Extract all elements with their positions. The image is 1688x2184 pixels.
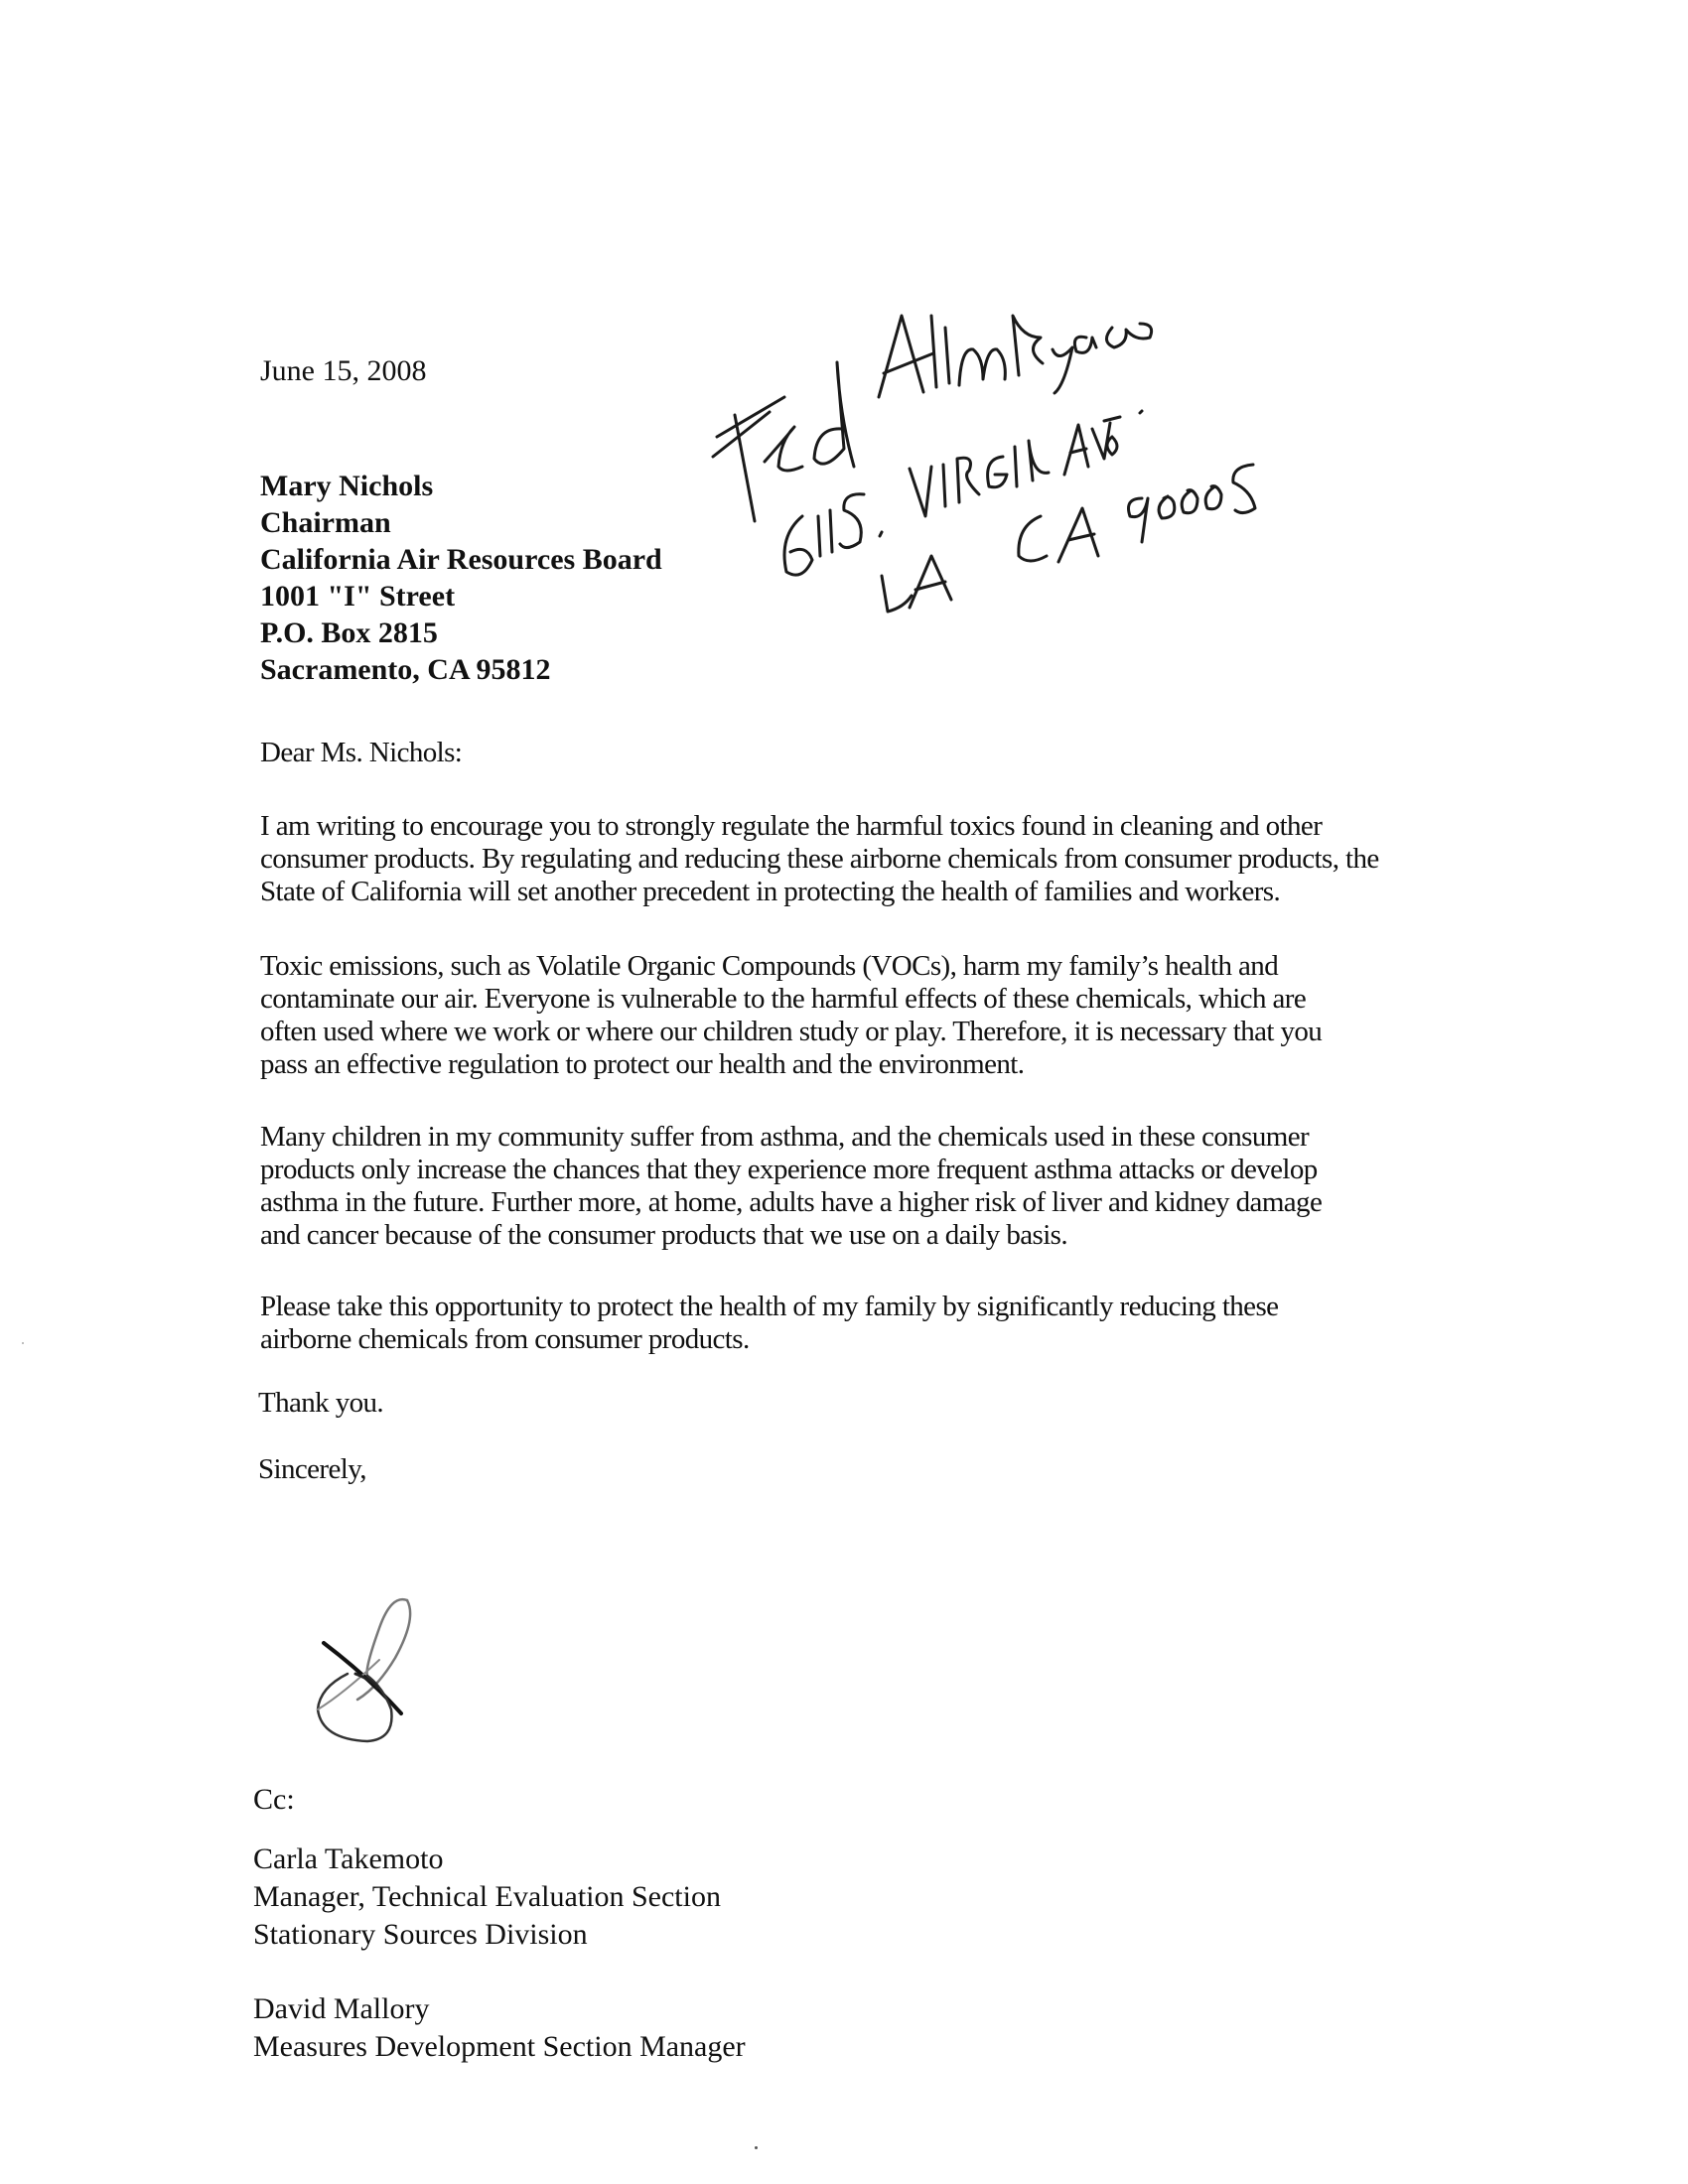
handwritten-sender-note xyxy=(0,0,1688,695)
thanks-line: Thank you. xyxy=(258,1387,384,1419)
paragraph-line: often used where we work or where our children study or play. Therefore, it is necessary that you xyxy=(260,1016,1323,1047)
paragraph-line: and cancer because of the consumer products that we use on a daily basis. xyxy=(260,1219,1068,1251)
cc-title: Manager, Technical Evaluation Section xyxy=(253,1880,721,1913)
recipient-name: Mary Nichols xyxy=(260,470,434,502)
paragraph-line: asthma in the future. Further more, at home, adults have a higher risk of liver and kidney damage xyxy=(260,1186,1323,1218)
cc-division: Stationary Sources Division xyxy=(253,1918,588,1951)
cc-name: David Mallory xyxy=(253,1992,430,2025)
paragraph-line: Toxic emissions, such as Volatile Organic Compounds (VOCs), harm my family’s health and xyxy=(260,950,1279,982)
paragraph-line: products only increase the chances that they experience more frequent asthma attacks or develop xyxy=(260,1154,1318,1185)
paragraph-line: State of California will set another precedent in protecting the health of families and workers. xyxy=(260,876,1281,907)
closing-line: Sincerely, xyxy=(258,1453,366,1485)
recipient-street: 1001 "I" Street xyxy=(260,580,456,613)
scan-speck xyxy=(22,1342,24,1344)
cc-name: Carla Takemoto xyxy=(253,1843,444,1875)
recipient-city: Sacramento, CA 95812 xyxy=(260,653,551,686)
letter-date: June 15, 2008 xyxy=(260,354,427,387)
paragraph-line: Please take this opportunity to protect the health of my family by significantly reducing these xyxy=(260,1291,1279,1322)
recipient-po-box: P.O. Box 2815 xyxy=(260,616,438,649)
recipient-title: Chairman xyxy=(260,506,391,539)
paragraph-line: consumer products. By regulating and reducing these airborne chemicals from consumer products, the xyxy=(260,843,1379,875)
paragraph-line: pass an effective regulation to protect our health and the environment. xyxy=(260,1048,1025,1080)
scan-speck xyxy=(755,2146,758,2149)
salutation: Dear Ms. Nichols: xyxy=(260,737,463,768)
recipient-organization: California Air Resources Board xyxy=(260,543,662,576)
cc-label: Cc: xyxy=(253,1783,295,1816)
paragraph-line: Many children in my community suffer from asthma, and the chemicals used in these consumer xyxy=(260,1121,1310,1153)
cc-title: Measures Development Section Manager xyxy=(253,2030,746,2063)
paragraph-line: I am writing to encourage you to strongly regulate the harmful toxics found in cleaning and other xyxy=(260,810,1323,842)
paragraph-line: contaminate our air. Everyone is vulnerable to the harmful effects of these chemicals, which are xyxy=(260,983,1307,1015)
paragraph-line: airborne chemicals from consumer products. xyxy=(260,1323,750,1355)
